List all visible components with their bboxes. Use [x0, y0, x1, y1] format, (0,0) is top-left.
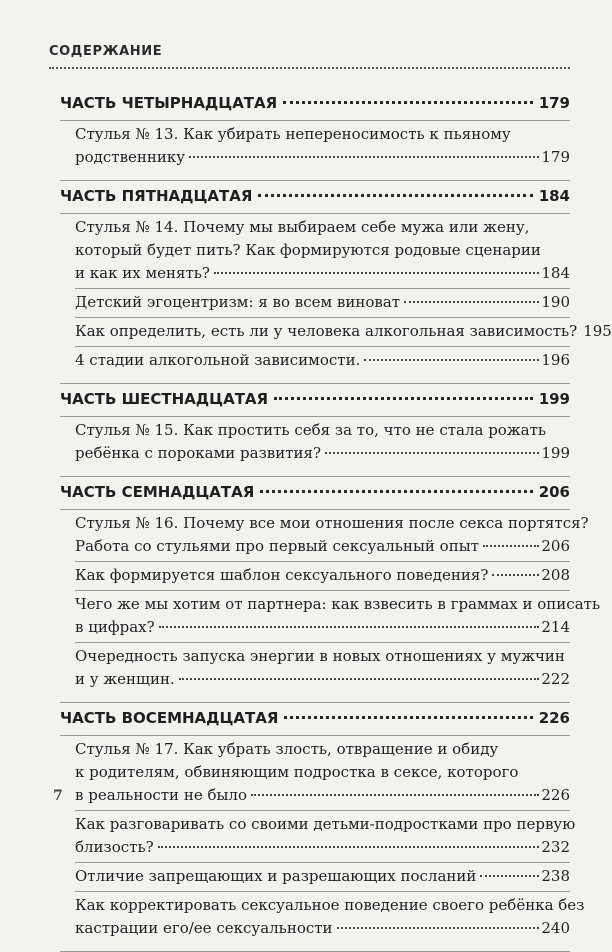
- entry-text-line: в цифрах?: [75, 618, 155, 636]
- entry-text-line: и как их менять?: [75, 264, 210, 282]
- entry-text-line: в реальности не было: [75, 786, 247, 804]
- page-number: 7: [53, 788, 63, 804]
- entry-text-line: Стулья № 16. Почему все мои отношения после секса портятся?: [75, 514, 589, 532]
- part-page-number: 184: [538, 187, 570, 205]
- dot-leader: [179, 678, 540, 680]
- entry-page-number: 232: [541, 838, 570, 856]
- toc-entry[interactable]: [75, 892, 585, 943]
- entry-text-line: родственнику: [75, 148, 186, 166]
- part-heading[interactable]: [60, 707, 570, 729]
- entry-text-line: Стулья № 14. Почему мы выбираем себе мужа или жену,: [75, 218, 530, 236]
- entry-text-line: Стулья № 13. Как убирать непереносимость к пьяному: [75, 125, 511, 143]
- entry-page-number: 214: [541, 618, 570, 636]
- toc-entry[interactable]: [75, 347, 570, 375]
- entry-text-line: Детский эгоцентризм: я во всем виноват: [75, 293, 401, 311]
- dot-leader: [258, 194, 532, 197]
- entry-page-number: 199: [541, 444, 570, 462]
- dot-leader: [158, 846, 540, 848]
- section-divider: [60, 702, 570, 703]
- entry-last-line: [75, 320, 612, 343]
- part-title: ЧАСТЬ СЕМНАДЦАТАЯ: [60, 483, 255, 501]
- entry-text-line: Как определить, есть ли у человека алкогольная зависимость?: [75, 322, 578, 340]
- entry-page-number: 179: [541, 148, 570, 166]
- entry-last-line: [75, 865, 570, 888]
- toc-header: СОДЕРЖАНИЕ: [49, 44, 163, 59]
- part-page-number: 179: [538, 94, 570, 112]
- toc-entry[interactable]: [75, 121, 570, 172]
- entry-text-line: Как корректировать сексуальное поведение своего ребёнка без: [75, 896, 585, 914]
- dot-leader: [260, 490, 532, 493]
- entry-text-line: Как разговаривать со своими детьми-подростками про первую: [75, 815, 576, 833]
- part-page-number: 206: [538, 483, 570, 501]
- dot-leader: [274, 397, 533, 400]
- entry-list: [60, 417, 570, 470]
- entry-text-line: близость?: [75, 838, 154, 856]
- toc-entry[interactable]: [75, 318, 612, 347]
- dot-leader: [189, 156, 539, 158]
- dot-leader: [404, 301, 539, 303]
- part-heading[interactable]: [60, 481, 570, 503]
- entry-text-line: ребёнка с пороками развития?: [75, 444, 322, 462]
- entry-last-line: [75, 442, 570, 465]
- entry-text-line: Отличие запрещающих и разрешающих посланий: [75, 867, 477, 885]
- entry-page-number: 206: [541, 537, 570, 555]
- toc-entry[interactable]: [75, 643, 570, 694]
- entry-text-line: Чего же мы хотим от партнера: как взвесить в граммах и описать: [75, 595, 601, 613]
- part-title: ЧАСТЬ ПЯТНАДЦАТАЯ: [60, 187, 253, 205]
- entry-page-number: 184: [541, 264, 570, 282]
- dot-leader: [483, 545, 539, 547]
- dot-leader: [283, 101, 532, 104]
- entry-last-line: [75, 349, 570, 372]
- entry-last-line: [75, 836, 570, 859]
- entry-text-line: к родителям, обвиняющим подростка в сексе, которого: [75, 763, 519, 781]
- entry-page-number: 196: [541, 351, 570, 369]
- section-divider: [60, 180, 570, 181]
- entry-text-line: и у женщин.: [75, 670, 175, 688]
- toc-entry[interactable]: [75, 562, 570, 591]
- entry-last-line: [75, 291, 570, 314]
- entry-last-line: [75, 668, 570, 691]
- section-divider: [60, 383, 570, 384]
- header-divider: [49, 67, 570, 69]
- dot-leader: [159, 626, 540, 628]
- dot-leader: [364, 359, 539, 361]
- part-heading[interactable]: [60, 92, 570, 114]
- dot-leader: [480, 875, 539, 877]
- entry-last-line: [75, 535, 570, 558]
- dot-leader: [284, 716, 532, 719]
- toc-entry[interactable]: [75, 417, 570, 468]
- entry-page-number: 208: [541, 566, 570, 584]
- entry-last-line: [75, 146, 570, 169]
- toc-entry[interactable]: [75, 811, 576, 863]
- entry-text-line: Очередность запуска энергии в новых отношениях у мужчин: [75, 647, 565, 665]
- toc-entry[interactable]: [75, 289, 570, 318]
- entry-page-number: 222: [541, 670, 570, 688]
- entry-last-line: [75, 262, 570, 285]
- entry-list: [60, 736, 585, 945]
- entry-text-line: Стулья № 17. Как убрать злость, отвращение и обиду: [75, 740, 499, 758]
- entry-text-line: Работа со стульями про первый сексуальный опыт: [75, 537, 479, 555]
- part-title: ЧАСТЬ ШЕСТНАДЦАТАЯ: [60, 390, 269, 408]
- part-heading[interactable]: [60, 185, 570, 207]
- toc-entry[interactable]: [75, 510, 589, 562]
- toc-entry[interactable]: [75, 214, 570, 289]
- entry-last-line: [75, 784, 570, 807]
- entry-page-number: 195: [583, 322, 612, 340]
- entry-text-line: 4 стадии алкогольной зависимости.: [75, 351, 361, 369]
- part-page-number: 226: [538, 709, 570, 727]
- entry-page-number: 240: [541, 919, 570, 937]
- entry-page-number: 238: [541, 867, 570, 885]
- entry-text-line: Стулья № 15. Как простить себя за то, что не стала рожать: [75, 421, 547, 439]
- entry-page-number: 226: [541, 786, 570, 804]
- entry-last-line: [75, 564, 570, 587]
- part-title: ЧАСТЬ ЧЕТЫРНАДЦАТАЯ: [60, 94, 278, 112]
- entry-text-line: Как формируется шаблон сексуального поведения?: [75, 566, 489, 584]
- part-heading[interactable]: [60, 388, 570, 410]
- entry-list: [60, 510, 601, 696]
- entry-list: [60, 214, 612, 377]
- dot-leader: [251, 794, 539, 796]
- part-title: ЧАСТЬ ВОСЕМНАДЦАТАЯ: [60, 709, 279, 727]
- entry-last-line: [75, 616, 570, 639]
- dot-leader: [214, 272, 539, 274]
- toc-entry[interactable]: [75, 591, 601, 643]
- table-of-contents: [60, 88, 612, 952]
- dot-leader: [325, 452, 539, 454]
- toc-entry[interactable]: [75, 863, 570, 892]
- entry-page-number: 190: [541, 293, 570, 311]
- dot-leader: [492, 574, 539, 576]
- dot-leader: [337, 927, 540, 929]
- entry-list: [60, 121, 570, 174]
- entry-text-line: который будет пить? Как формируются родовые сценарии: [75, 241, 541, 259]
- entry-text-line: кастрации его/ее сексуальности: [75, 919, 333, 937]
- section-divider: [60, 476, 570, 477]
- part-page-number: 199: [538, 390, 570, 408]
- toc-entry[interactable]: [75, 736, 570, 811]
- entry-last-line: [75, 917, 570, 940]
